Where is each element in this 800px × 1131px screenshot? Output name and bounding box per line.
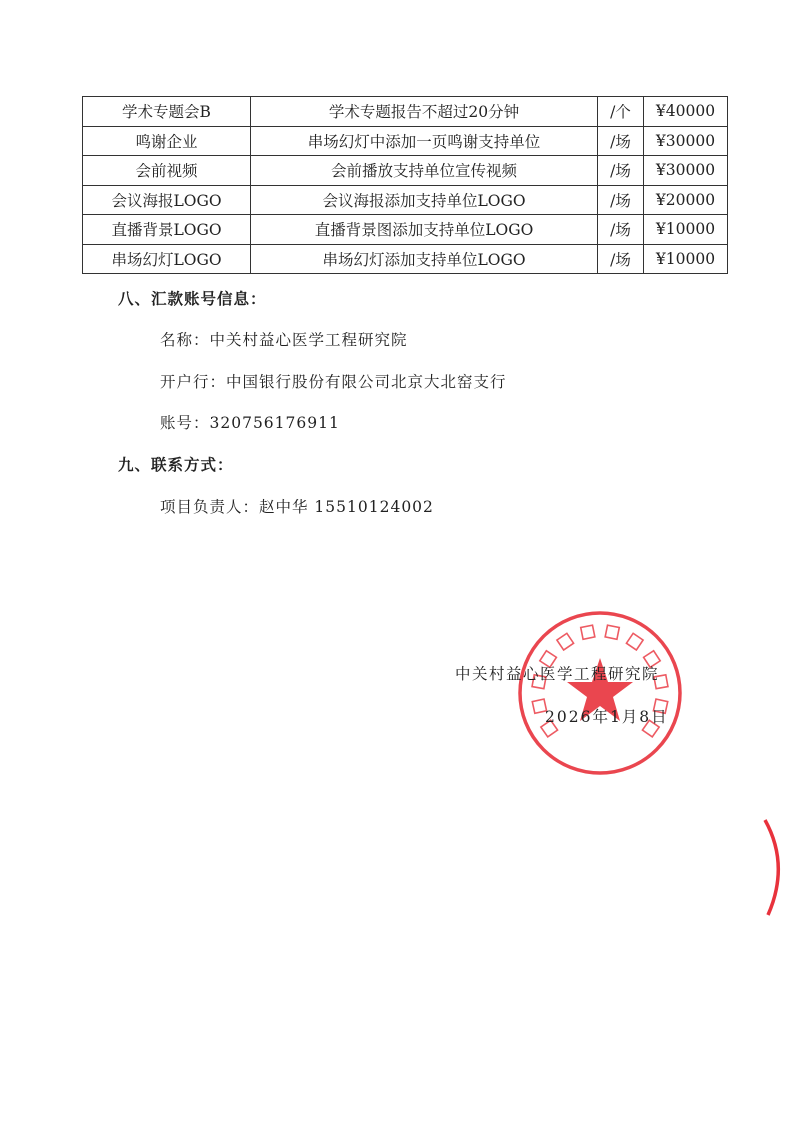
cell-unit: /场	[598, 156, 644, 186]
cell-price: ¥30000	[644, 156, 728, 186]
cell-unit: /个	[598, 97, 644, 127]
section8-heading: 八、汇款账号信息：	[118, 290, 267, 308]
table-row	[83, 244, 728, 274]
cell-item: 会议海报LOGO	[83, 185, 251, 215]
cell-description: 会议海报添加支持单位LOGO	[251, 185, 598, 215]
cell-unit: /场	[598, 185, 644, 215]
pricing-table	[82, 96, 728, 274]
seal-glyph-mark	[605, 625, 619, 639]
section9-heading: 九、联系方式：	[118, 456, 234, 474]
bank-name: 开户行：中国银行股份有限公司北京大北窑支行	[160, 373, 507, 391]
signature-date: 2026年1月8日	[545, 708, 669, 726]
signature-organization: 中关村益心医学工程研究院	[455, 665, 660, 683]
cell-description: 学术专题报告不超过20分钟	[251, 97, 598, 127]
account-number: 账号：320756176911	[160, 414, 340, 432]
cell-description: 会前播放支持单位宣传视频	[251, 156, 598, 186]
cell-item: 串场幻灯LOGO	[83, 244, 251, 274]
cell-item: 学术专题会B	[83, 97, 251, 127]
contact-person: 项目负责人：赵中华 15510124002	[160, 498, 434, 516]
table-row	[83, 97, 728, 127]
cell-price: ¥40000	[644, 97, 728, 127]
table-row	[83, 156, 728, 186]
cell-description: 串场幻灯添加支持单位LOGO	[251, 244, 598, 274]
seal-glyph-mark	[581, 625, 595, 639]
account-name: 名称：中关村益心医学工程研究院	[160, 331, 408, 349]
seal-glyph-mark	[626, 633, 643, 650]
seal-glyph-mark	[557, 633, 574, 650]
official-seal	[515, 608, 685, 778]
cell-item: 直播背景LOGO	[83, 215, 251, 245]
cell-unit: /场	[598, 215, 644, 245]
cell-description: 串场幻灯中添加一页鸣谢支持单位	[251, 126, 598, 156]
cell-price: ¥20000	[644, 185, 728, 215]
cell-price: ¥10000	[644, 215, 728, 245]
cell-price: ¥10000	[644, 244, 728, 274]
table-row	[83, 185, 728, 215]
cell-description: 直播背景图添加支持单位LOGO	[251, 215, 598, 245]
table-row	[83, 215, 728, 245]
cell-item: 鸣谢企业	[83, 126, 251, 156]
cell-unit: /场	[598, 126, 644, 156]
cell-price: ¥30000	[644, 126, 728, 156]
table-row	[83, 126, 728, 156]
partial-seal-edge	[750, 815, 800, 920]
cell-item: 会前视频	[83, 156, 251, 186]
cell-unit: /场	[598, 244, 644, 274]
